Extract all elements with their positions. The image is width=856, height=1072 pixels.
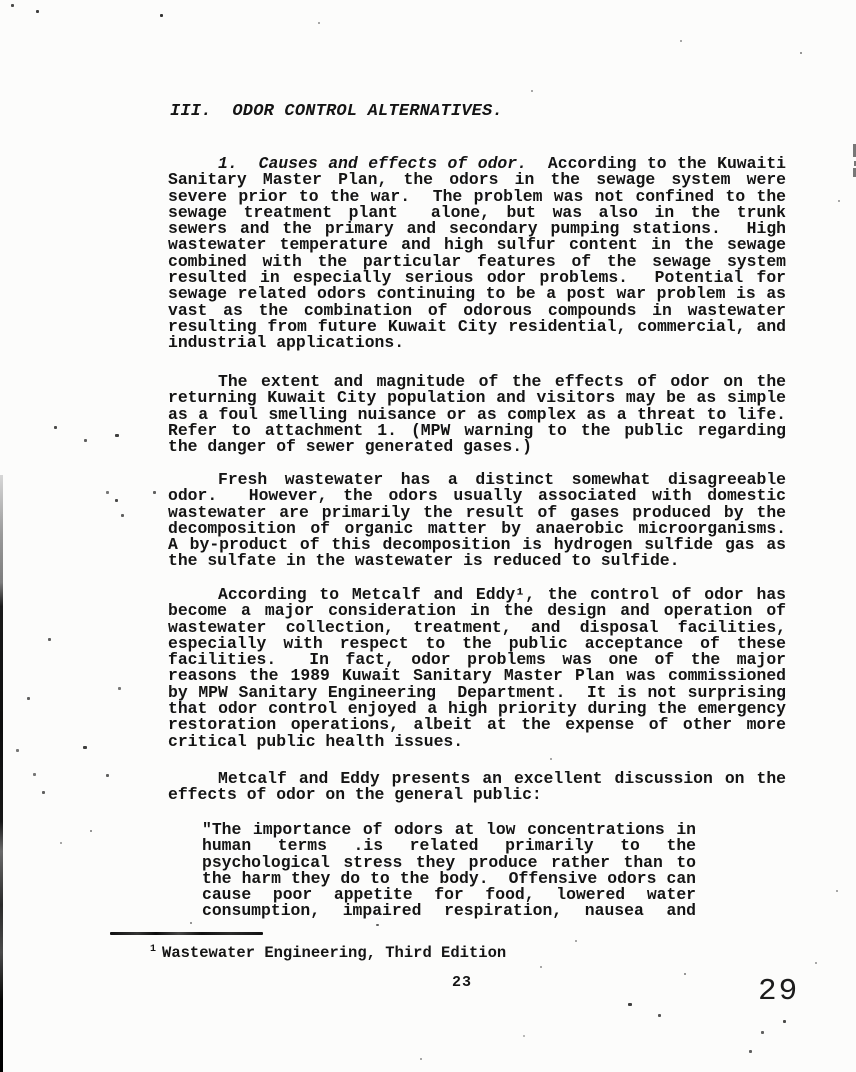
scan-speck <box>658 1014 661 1017</box>
scan-speck <box>42 791 45 794</box>
scan-speck <box>749 1050 752 1053</box>
page-number: 23 <box>452 974 473 991</box>
scan-speck <box>106 491 109 494</box>
stamped-page-number: 29 <box>758 974 800 1009</box>
scan-speck <box>11 4 14 7</box>
scan-speck <box>838 200 840 202</box>
scan-speck <box>27 697 30 700</box>
scan-speck <box>118 687 121 690</box>
scan-speck <box>90 830 92 832</box>
scan-speck <box>16 749 19 752</box>
scan-speck <box>121 514 124 517</box>
scan-speck <box>106 774 109 777</box>
scan-speck <box>420 1058 422 1060</box>
paragraph-causes-and-effects: 1. Causes and effects of odor. According to the Kuwaiti Sanitary Master Plan, the odors in the sewage system were severe prior to the war. The problem was not confined to the sewage treatment plant alone, but was also in the trunk sewers and the primary and secondary pumping stations. High wastewater temperature and high sulfur content in the sewage combined with the particular features of the sewage system resulted in especially serious odor problems. Potential for sewage related odors continuing to be a post war problem is as vast as the combination of odorous compounds in wastewater resulting from future Kuwait City residential, commercial, and industrial applications. <box>168 154 786 353</box>
scan-speck <box>190 922 192 924</box>
scan-speck <box>531 90 533 92</box>
scan-speck <box>83 746 87 749</box>
scan-speck <box>836 890 838 892</box>
scan-speck <box>376 924 379 926</box>
scan-speck <box>815 962 817 964</box>
scan-speck <box>115 434 119 437</box>
scan-speck <box>550 758 552 760</box>
scan-speck <box>523 1035 525 1037</box>
scan-speck <box>115 499 118 502</box>
scan-speck <box>36 10 39 13</box>
scan-speck <box>540 966 542 968</box>
scan-speck <box>60 842 62 844</box>
scan-speck <box>680 40 682 42</box>
scan-speck <box>153 491 156 494</box>
scan-speck <box>761 1031 764 1034</box>
scan-speck <box>160 14 163 17</box>
scan-speck <box>684 973 686 975</box>
scan-speck <box>318 22 320 24</box>
paragraph-fresh-wastewater: Fresh wastewater has a distinct somewhat disagreeable odor. However, the odors usually associated with domestic wastewater are primarily the result of gases produced by the decomposition of organic matter by anaerobic microorganisms. A by-product of this decomposition is hydrogen sulfide gas as the sulfate in the wastewater is reduced to sulfide. <box>168 470 786 571</box>
scan-speck <box>800 52 802 54</box>
footnote-separator-rule <box>110 932 263 935</box>
scan-speck <box>33 773 36 776</box>
scan-artifact-left-edge <box>0 475 3 1072</box>
scan-speck <box>84 439 87 442</box>
footnote-marker: 1 <box>150 944 157 955</box>
paragraph-metcalf-eddy-control: According to Metcalf and Eddy¹, the control of odor has become a major consideration in the design and operation of wastewater collection, treatment, and disposal facilities, especially with respect to the public acceptance of these facilities. In fact, odor problems was one of the major reasons the 1989 Kuwait Sanitary Master Plan was commissioned by MPW Sanitary Engineering Department. It is not surprising that odor control enjoyed a high priority during the emergency restoration operations, albeit at the expense of other more critical public health issues. <box>168 585 786 751</box>
footnote-text: Wastewater Engineering, Third Edition <box>162 944 507 962</box>
paragraph-metcalf-eddy-discussion: Metcalf and Eddy presents an excellent discussion on the effects of odor on the general public: <box>168 769 786 805</box>
scan-speck <box>575 940 577 942</box>
scan-speck <box>54 426 57 429</box>
scan-speck <box>783 1020 786 1023</box>
paragraph-extent-and-magnitude: The extent and magnitude of the effects of odor on the returning Kuwait City population and visitors may be as simple as a foul smelling nuisance or as complex as a threat to life. Refer to attachment 1. (MPW warning to the public regarding the danger of sewer generated gases.) <box>168 372 786 457</box>
block-quote-odor-importance: "The importance of odors at low concentrations in human terms .is related primarily to the psychological stress they produce rather than to the harm they do to the body. Offensive odors can cause poor appetite for food, lowered water consumption, impaired respiration, nausea and <box>202 820 696 921</box>
section-heading: III. ODOR CONTROL ALTERNATIVES. <box>170 102 503 121</box>
scan-speck <box>48 638 51 641</box>
footnote <box>150 941 650 962</box>
scan-speck <box>628 1003 632 1006</box>
